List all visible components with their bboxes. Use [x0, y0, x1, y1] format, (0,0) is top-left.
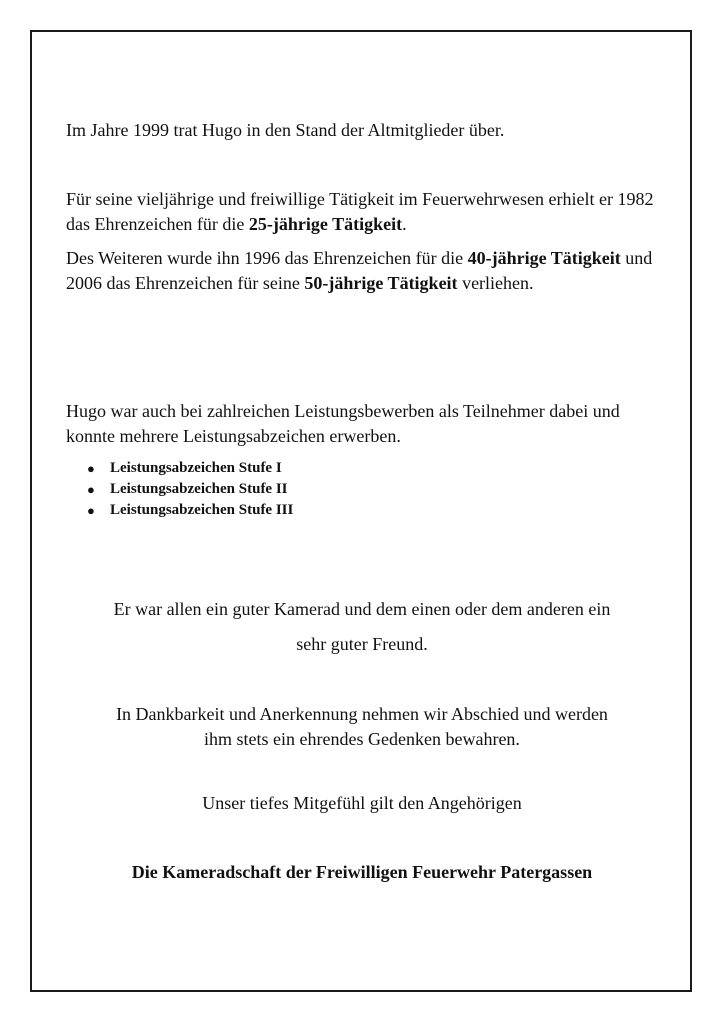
competitions-paragraph [66, 399, 656, 449]
honor-40-bold: 40-jährige Tätigkeit [467, 248, 621, 268]
gratitude-line-2 [36, 727, 688, 752]
honor-40-prefix: Des Weiteren wurde ihn 1996 das Ehrenzeichen für die [66, 248, 468, 268]
list-item [70, 500, 293, 521]
list-item [70, 458, 293, 479]
honor-50-suffix: verliehen. [457, 273, 534, 293]
badge-label: Leistungsabzeichen Stufe I [110, 460, 282, 476]
gratitude-line-1 [36, 702, 688, 727]
condolence-text: Unser tiefes Mitgefühl gilt den Angehörigen [202, 793, 522, 813]
honor-40-50-paragraph [66, 246, 656, 296]
condolence-line [36, 791, 688, 816]
honor-50-middle: und 2006 das Ehrenzeichen für seine [66, 248, 653, 293]
retirement-paragraph [66, 118, 656, 143]
signature-line [36, 860, 688, 885]
honor-25-suffix: . [402, 214, 407, 234]
bullet-icon: ● [87, 503, 95, 518]
honor-25-bold: 25-jährige Tätigkeit [248, 214, 403, 234]
competitions-text: Hugo war auch bei zahlreichen Leistungsbewerben als Teilnehmer dabei und konnte mehrere Leistungsabzeichen erwerben. [66, 401, 620, 446]
comrade-text-2: sehr guter Freund. [296, 634, 428, 654]
badge-label: Leistungsabzeichen Stufe III [110, 502, 294, 518]
badge-label: Leistungsabzeichen Stufe II [110, 481, 288, 497]
comrade-line-2 [36, 632, 688, 657]
comrade-line-1 [36, 597, 688, 622]
retirement-text: Im Jahre 1999 trat Hugo in den Stand der Altmitglieder über. [66, 120, 505, 140]
signature-text: Die Kameradschaft der Freiwilligen Feuerwehr Patergassen [131, 862, 593, 882]
gratitude-text-2: ihm stets ein ehrendes Gedenken bewahren. [204, 729, 520, 749]
bullet-icon: ● [87, 461, 95, 476]
badge-list [70, 458, 293, 521]
gratitude-text-1: In Dankbarkeit und Anerkennung nehmen wir Abschied und werden [116, 704, 608, 724]
comrade-text-1: Er war allen ein guter Kamerad und dem einen oder dem anderen ein [113, 599, 611, 619]
honor-25-paragraph [66, 187, 656, 237]
honor-50-bold: 50-jährige Tätigkeit [304, 273, 458, 293]
list-item [70, 479, 293, 500]
bullet-icon: ● [87, 482, 95, 497]
honor-25-prefix: Für seine vieljährige und freiwillige Tätigkeit im Feuerwehrwesen erhielt er 1982 das Ehrenzeichen für die [66, 189, 654, 234]
